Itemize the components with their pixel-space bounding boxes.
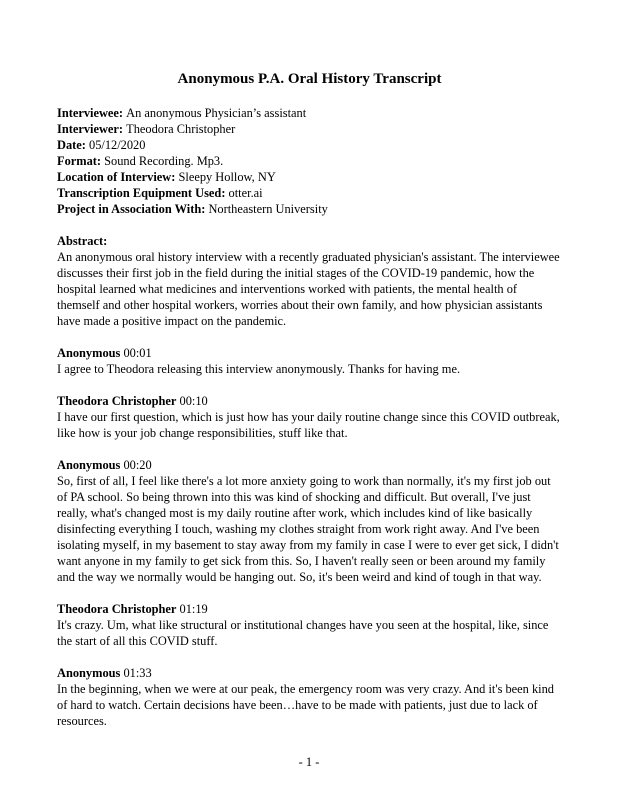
- metadata-label: Interviewer:: [57, 122, 124, 136]
- metadata-label: Interviewee:: [57, 106, 124, 120]
- speaker-timestamp: 01:19: [179, 602, 208, 616]
- abstract-heading: Abstract:: [57, 234, 108, 248]
- dialogue-text: In the beginning, when we were at our peak, the emergency room was very crazy. And it's been kind of hard to watch. Certain decisions have been…have to be made with patients, just due to lack of resources.: [57, 682, 555, 728]
- speaker-name: Theodora Christopher: [57, 602, 177, 616]
- metadata-value: 05/12/2020: [89, 138, 146, 152]
- speaker-name: Anonymous: [57, 346, 121, 360]
- page-title: Anonymous P.A. Oral History Transcript: [177, 71, 442, 87]
- dialogue-text: I have our first question, which is just how has your daily routine change since this COVID outbreak, like how is your job change responsibilities, stuff like that.: [57, 410, 560, 440]
- metadata-row-transcription-equipment: [57, 185, 562, 201]
- speaker-timestamp: 00:20: [123, 458, 152, 472]
- metadata-row-interviewee: [57, 105, 562, 121]
- metadata-label: Location of Interview:: [57, 170, 176, 184]
- speaker-timestamp: 00:10: [179, 394, 208, 408]
- metadata-row-format: [57, 153, 562, 169]
- metadata-value: Sound Recording. Mp3.: [104, 154, 224, 168]
- speaker-name: Anonymous: [57, 666, 121, 680]
- dialogue-entry: [57, 601, 562, 649]
- speaker-line: [57, 457, 562, 473]
- metadata-value: Theodora Christopher: [126, 122, 236, 136]
- speaker-name: Theodora Christopher: [57, 394, 177, 408]
- speaker-timestamp: 00:01: [123, 346, 152, 360]
- speaker-line: [57, 345, 562, 361]
- speaker-line: [57, 393, 562, 409]
- metadata-row-interviewer: [57, 121, 562, 137]
- metadata-block: [57, 105, 562, 217]
- dialogue-entry: [57, 345, 562, 377]
- speaker-line: [57, 665, 562, 681]
- dialogue-entry: [57, 665, 562, 729]
- abstract-text: An anonymous oral history interview with a recently graduated physician's assistant. The interviewee discusses their first job in the field during the initial stages of the COVID-19 pandemic, how the hospital learned what medicines and interventions worked with patients, the mental health of themself and other hospital workers, worries about their own family, and how physician assistants have made a positive impact on the pandemic.: [57, 250, 560, 328]
- metadata-row-location: [57, 169, 562, 185]
- metadata-value: otter.ai: [228, 186, 263, 200]
- metadata-value: Northeastern University: [208, 202, 328, 216]
- dialogue-text: So, first of all, I feel like there's a lot more anxiety going to work than normally, it's my first job out of PA school. So being thrown into this was kind of shocking and difficult. But overall, I've just really, what's changed most is my daily routine after work, which includes kind of like basically disinfecting everything I touch, washing my clothes straight from work right away. And I've been isolating myself, in my basement to stay away from my family in case I were to ever get sick, I didn't want anyone in my family to get sick from this. So, I haven't really seen or been around my family and the way we normally would be hanging out. So, it's been weird and kind of tough in that way.: [57, 474, 559, 584]
- speaker-name: Anonymous: [57, 458, 121, 472]
- metadata-value: An anonymous Physician’s assistant: [126, 106, 307, 120]
- metadata-row-date: [57, 137, 562, 153]
- dialogue-entry: [57, 393, 562, 441]
- dialogue-text: It's crazy. Um, what like structural or institutional changes have you seen at the hospital, like, since the start of all this COVID stuff.: [57, 618, 549, 648]
- metadata-label: Date:: [57, 138, 86, 152]
- metadata-label: Project in Association With:: [57, 202, 206, 216]
- metadata-value: Sleepy Hollow, NY: [178, 170, 276, 184]
- dialogue-text: I agree to Theodora releasing this interview anonymously. Thanks for having me.: [57, 362, 461, 376]
- metadata-row-project-association: [57, 201, 562, 217]
- metadata-label: Transcription Equipment Used:: [57, 186, 226, 200]
- metadata-label: Format:: [57, 154, 102, 168]
- page-number: - 1 -: [298, 755, 320, 769]
- dialogue-entry: [57, 457, 562, 585]
- abstract-section: [57, 233, 562, 329]
- speaker-timestamp: 01:33: [123, 666, 152, 680]
- speaker-line: [57, 601, 562, 617]
